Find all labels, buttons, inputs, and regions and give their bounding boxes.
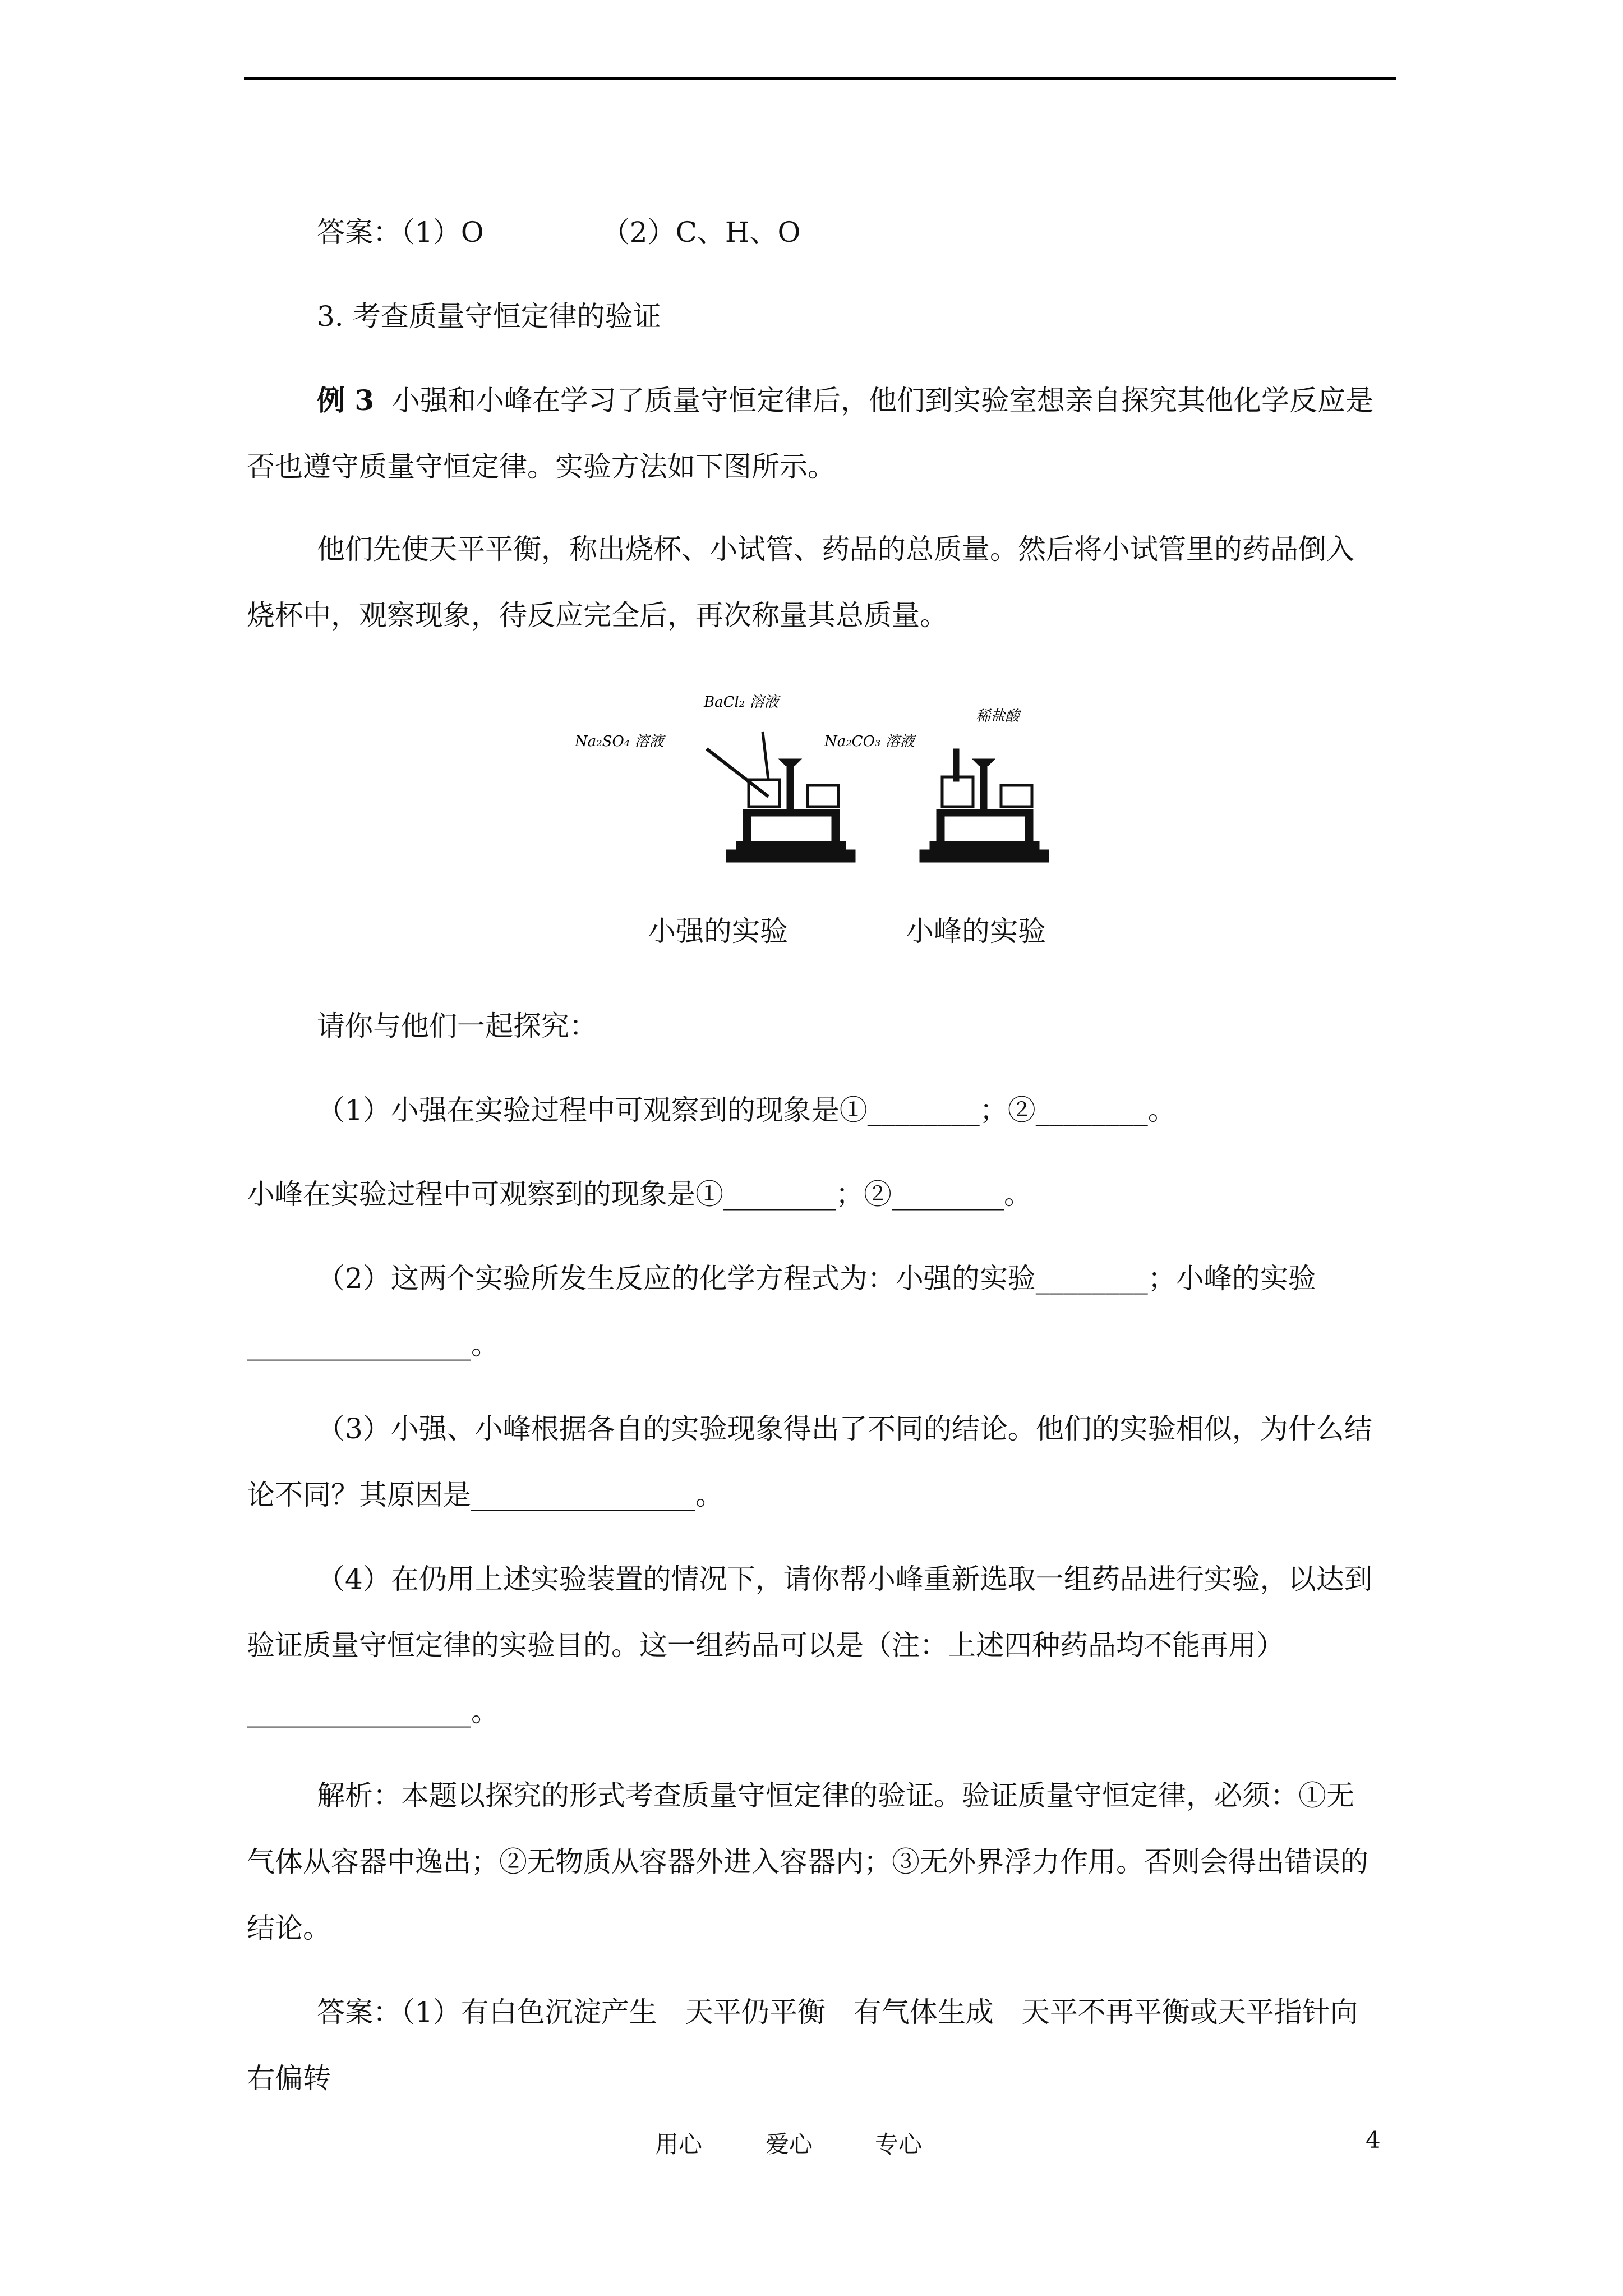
question-1-line-2: 小峰在实验过程中可观察到的现象是①________；②________。 (247, 1178, 1032, 1211)
footer-motto-2: 爱心 (766, 2131, 813, 2158)
analysis-line-2: 气体从容器中逸出；②无物质从容器外进入容器内；③无外界浮力作用。否则会得出错误的 (247, 1846, 1368, 1878)
prompt: 请你与他们一起探究： (317, 1010, 597, 1042)
example-3-cont: 否也遵守质量守恒定律。实验方法如下图所示。 (247, 450, 836, 483)
answer-2-line-2: 右偏转 (247, 2062, 331, 2095)
left-tube (707, 749, 768, 797)
left-balance (707, 732, 855, 862)
answer-label: 答案： (317, 216, 401, 249)
answer-part-1: （1）O (401, 216, 484, 249)
right-tube (953, 749, 959, 781)
section-3-title: 3. 考查质量守恒定律的验证 (317, 300, 661, 333)
right-pointer-top (972, 759, 995, 766)
question-4-line-1: （4）在仍用上述实验装置的情况下，请你帮小峰重新选取一组药品进行实验，以达到 (317, 1563, 1372, 1595)
para-2-line-2: 烧杯中，观察现象，待反应完全后，再次称量其总质量。 (247, 599, 948, 632)
page-number: 4 (1366, 2126, 1381, 2154)
right-leg-1 (937, 815, 944, 843)
example-3 (247, 367, 1396, 434)
answer-part-2: （2）C、H、O (601, 216, 801, 249)
left-leg-1 (743, 815, 751, 843)
example-label: 例 3 (317, 384, 375, 417)
analysis-line-1: 解析：本题以探究的形式考查质量守恒定律的验证。验证质量守恒定律，必须：①无 (317, 1779, 1354, 1812)
right-base-top (930, 841, 1039, 852)
balance-figure (575, 682, 1108, 872)
left-tube-2 (763, 732, 768, 780)
label-na2co3: Na₂CO₃ 溶液 (824, 733, 915, 750)
answer-2-line-1: 答案：（1）有白色沉淀产生 天平仍平衡 有气体生成 天平不再平衡或天平指针向 (317, 1996, 1358, 2028)
question-2-line-1: （2）这两个实验所发生反应的化学方程式为：小强的实验________；小峰的实验 (317, 1262, 1316, 1295)
left-weights (808, 785, 838, 807)
label-bacl2: BaCl₂ 溶液 (704, 694, 779, 711)
answer-1 (247, 199, 1396, 265)
analysis-line-3: 结论。 (247, 1912, 331, 1944)
caption-right: 小峰的实验 (906, 915, 1046, 947)
left-pillar (787, 760, 794, 811)
left-pointer-top (779, 759, 801, 766)
footer-motto-3: 专心 (875, 2131, 923, 2158)
left-leg-2 (832, 815, 840, 843)
caption-left: 小强的实验 (648, 915, 788, 947)
question-1-line-1: （1）小强在实验过程中可观察到的现象是①________；②________。 (317, 1094, 1176, 1126)
footer-motto-1: 用心 (655, 2131, 703, 2158)
para-2-line-1: 他们先使天平平衡，称出烧杯、小试管、药品的总质量。然后将小试管里的药品倒入 (317, 533, 1354, 565)
question-3-line-2: 论不同？其原因是________________。 (247, 1479, 723, 1511)
label-hcl: 稀盐酸 (976, 708, 1020, 725)
right-balance (920, 749, 1049, 862)
label-na2so4: Na₂SO₄ 溶液 (575, 733, 664, 750)
question-4-line-3: ________________。 (247, 1695, 499, 1728)
left-base-top (736, 841, 846, 852)
right-leg-2 (1025, 815, 1033, 843)
question-3-line-1: （3）小强、小峰根据各自的实验现象得出了不同的结论。他们的实验相似，为什么结 (317, 1412, 1372, 1445)
question-2-line-2: ________________。 (247, 1328, 499, 1361)
right-weights (1001, 785, 1032, 807)
header-rule (244, 77, 1396, 80)
right-pillar (980, 760, 987, 811)
example-text-1: 小强和小峰在学习了质量守恒定律后，他们到实验室想亲自探究其他化学反应是 (392, 384, 1373, 417)
question-4-line-2: 验证质量守恒定律的实验目的。这一组药品可以是（注：上述四种药品均不能再用） (247, 1629, 1284, 1662)
